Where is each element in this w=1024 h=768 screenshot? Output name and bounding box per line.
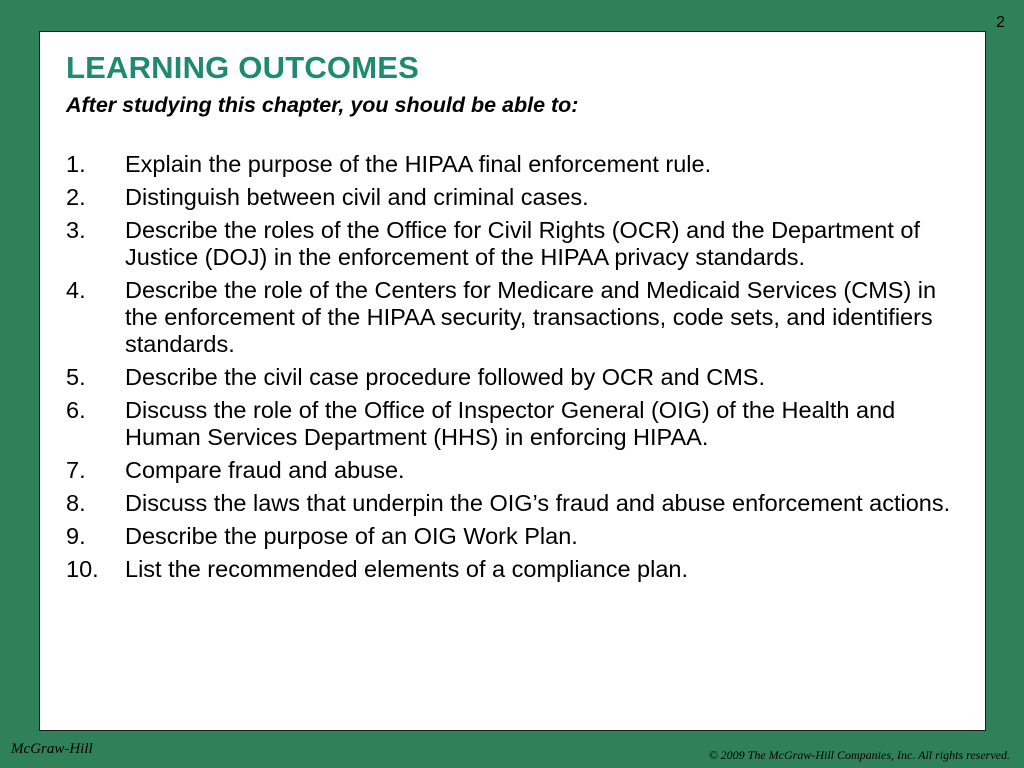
outcome-item bbox=[66, 217, 956, 271]
slide-content-panel bbox=[39, 31, 986, 731]
outcome-item bbox=[66, 151, 956, 178]
outcome-item bbox=[66, 397, 956, 451]
outcome-item bbox=[66, 457, 956, 484]
outcome-text: Describe the purpose of an OIG Work Plan. bbox=[125, 523, 578, 549]
outcome-number: 8. bbox=[66, 490, 86, 516]
outcome-text: Compare fraud and abuse. bbox=[125, 457, 405, 483]
outcome-item bbox=[66, 277, 956, 358]
outcome-number: 10. bbox=[66, 556, 99, 582]
outcome-number: 9. bbox=[66, 523, 86, 549]
outcome-number: 2. bbox=[66, 184, 86, 210]
outcome-text: Describe the role of the Centers for Medicare and Medicaid Services (CMS) in the enforcement of the HIPAA security, transactions, code sets, and identifiers standards. bbox=[125, 277, 937, 357]
outcome-number: 1. bbox=[66, 151, 86, 177]
outcome-number: 6. bbox=[66, 397, 86, 423]
learning-outcomes-list bbox=[66, 151, 956, 589]
slide-title: LEARNING OUTCOMES bbox=[66, 50, 420, 85]
outcome-number: 4. bbox=[66, 277, 86, 303]
outcome-text: List the recommended elements of a compliance plan. bbox=[125, 556, 689, 582]
outcome-item bbox=[66, 184, 956, 211]
outcome-number: 3. bbox=[66, 217, 86, 243]
outcome-text: Discuss the role of the Office of Inspector General (OIG) of the Health and Human Services Department (HHS) in enforcing HIPAA. bbox=[125, 397, 896, 450]
publisher-logo-text: McGraw-Hill bbox=[11, 741, 93, 757]
outcome-text: Distinguish between civil and criminal cases. bbox=[125, 184, 589, 210]
outcome-text: Describe the civil case procedure followed by OCR and CMS. bbox=[125, 364, 765, 390]
page-number: 2 bbox=[996, 14, 1005, 31]
outcome-text: Explain the purpose of the HIPAA final enforcement rule. bbox=[125, 151, 712, 177]
outcome-item bbox=[66, 490, 956, 517]
outcome-text: Discuss the laws that underpin the OIG’s fraud and abuse enforcement actions. bbox=[125, 490, 951, 516]
outcome-text: Describe the roles of the Office for Civil Rights (OCR) and the Department of Justice (DOJ) in the enforcement of the HIPAA privacy standards. bbox=[125, 217, 920, 270]
slide-subtitle: After studying this chapter, you should be able to: bbox=[66, 93, 579, 117]
outcome-number: 5. bbox=[66, 364, 86, 390]
outcome-item bbox=[66, 364, 956, 391]
outcome-item bbox=[66, 523, 956, 550]
outcome-number: 7. bbox=[66, 457, 86, 483]
copyright-notice: © 2009 The McGraw-Hill Companies, Inc. All rights reserved. bbox=[708, 748, 1010, 762]
outcome-item bbox=[66, 556, 956, 583]
